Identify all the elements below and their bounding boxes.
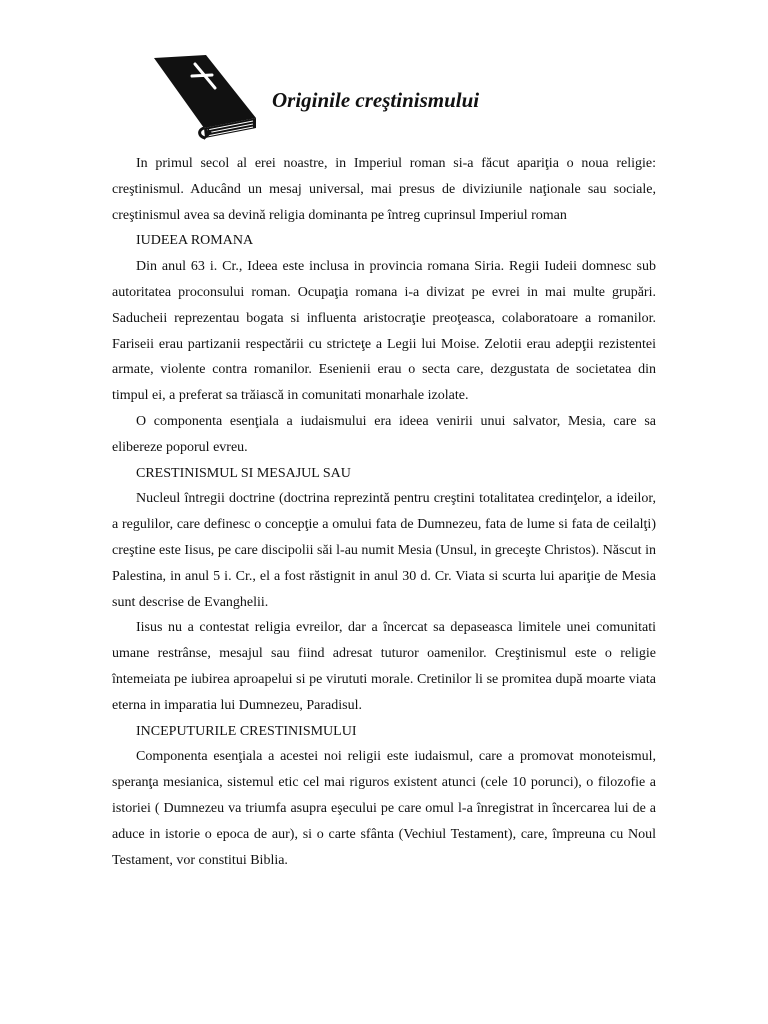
paragraph: O componenta esenţiala a iudaismului era ideea venirii unui salvator, Mesia, care sa elibereze poporul evreu. <box>112 413 656 455</box>
bible-icon <box>148 54 260 140</box>
paragraph: Din anul 63 i. Cr., Ideea este inclusa in provincia romana Siria. Regii Iudeii domnesc sub autoritatea proconsului roman. Ocupaţia romana i-a divizat pe evrei in mai multe grupări. Saducheii reprezentau bogata si influenta aristocraţie preoţeasca, colaboratoare a romanilor. Fariseii erau partizanii respectării cu stricteţe a Legii lui Moise. Zelotii erau adepţii rezistentei armate, violente contra romanilor. Esenienii erau o secta care, dezgustata de societatea din timpul ei, a preferat sa trăiască in comunitati monarhale izolate. <box>112 259 656 404</box>
paragraph: Iisus nu a contestat religia evreilor, dar a încercat sa depaseasca limitele unei comunitati umane restrânse, mesajul sau fiind adresat tuturor oamenilor. Creştinismul este o religie întemeiata pe iubirea aproapelui si pe virututi morale. Cretinilor li se promitea după moarte viata eterna in imparatia lui Dumnezeu, Paradisul. <box>112 620 656 713</box>
paragraph: Componenta esenţiala a acestei noi religii este iudaismul, care a promovat monoteismul, speranţa mesianica, sistemul etic cel mai riguros existent atunci (cele 10 porunci), o filozofie a istoriei ( Dumnezeu va triumfa asupra eşecului pe care omul l-a înregistrat in încercarea lui de a aduce in istorie o epoca de aur), si o carte sfânta (Vechiul Testament), care, împreuna cu Noul Testament, vor constitui Biblia. <box>112 749 656 868</box>
section-heading: CRESTINISMUL SI MESAJUL SAU <box>136 465 351 481</box>
paragraph: In primul secol al erei noastre, in Imperiul roman si-a făcut apariţia o noua religie: creştinismul. Aducând un mesaj universal, mai presus de diviziunile naţionale sau sociale, creştinismul avea sa devină religia dominanta pe întreg cuprinsul Imperiul roman <box>112 156 656 223</box>
page-title: Originile creştinismului <box>272 88 480 112</box>
document-body <box>112 151 656 873</box>
section-heading: IUDEEA ROMANA <box>136 233 254 249</box>
paragraph: Nucleul întregii doctrine (doctrina reprezintă pentru creştini totalitatea credinţelor, a ideilor, a regulilor, care definesc o concepţie a omului fata de Dumnezeu, fata de lume si fata de ceilalţi) creştine este Iisus, pe care discipolii săi l-au numit Mesia (Unsul, in greceşte Christos). Născut in Palestina, in anul 5 i. Cr., el a fost răstignit in anul 30 d. Cr. Viata si scurta lui apariţie de Mesia sunt descrise de Evanghelii. <box>112 491 656 610</box>
section-heading: INCEPUTURILE CRESTINISMULUI <box>136 723 357 739</box>
